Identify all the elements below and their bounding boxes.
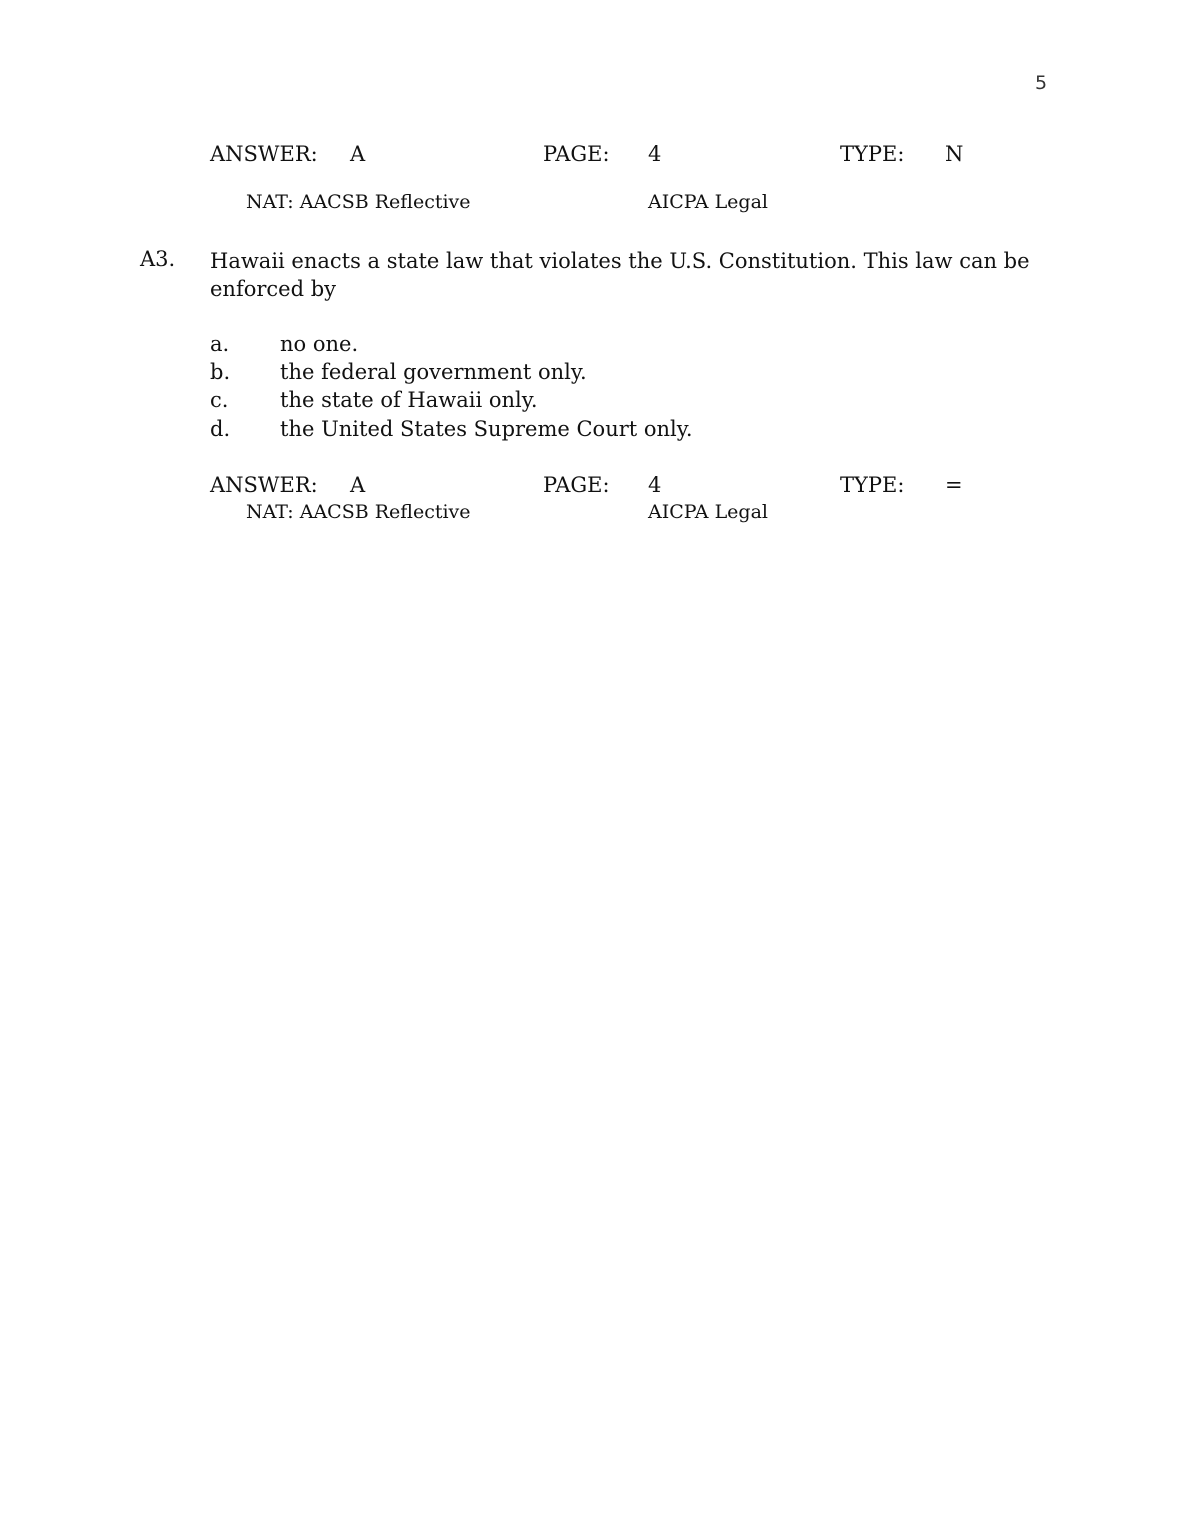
answer-value: A (350, 142, 366, 166)
type-value: N (945, 142, 964, 166)
nat-tag: NAT: AACSB Reflective (246, 501, 471, 523)
option-letter: d. (210, 417, 231, 441)
page-value: 4 (648, 142, 662, 166)
option-text: the federal government only. (280, 360, 587, 384)
option-text: the United States Supreme Court only. (280, 417, 693, 441)
option-text: no one. (280, 332, 359, 356)
nat-tag: NAT: AACSB Reflective (246, 191, 471, 213)
question-number: A3. (140, 247, 176, 271)
answer-label: ANSWER: (210, 142, 318, 166)
option-letter: c. (210, 388, 229, 412)
type-label: TYPE: (840, 473, 905, 497)
option-letter: a. (210, 332, 230, 356)
question-text: Hawaii enacts a state law that violates the U.S. Constitution. This law can be enforced by (210, 249, 1030, 301)
type-value: = (945, 473, 963, 497)
option-text: the state of Hawaii only. (280, 388, 538, 412)
answer-value: A (350, 473, 366, 497)
page-label: PAGE: (543, 142, 610, 166)
answer-label: ANSWER: (210, 473, 318, 497)
type-label: TYPE: (840, 142, 905, 166)
aicpa-tag: AICPA Legal (648, 501, 768, 523)
aicpa-tag: AICPA Legal (648, 191, 768, 213)
option-letter: b. (210, 360, 231, 384)
page-value: 4 (648, 473, 662, 497)
page-number: 5 (1035, 72, 1048, 94)
page-label: PAGE: (543, 473, 610, 497)
